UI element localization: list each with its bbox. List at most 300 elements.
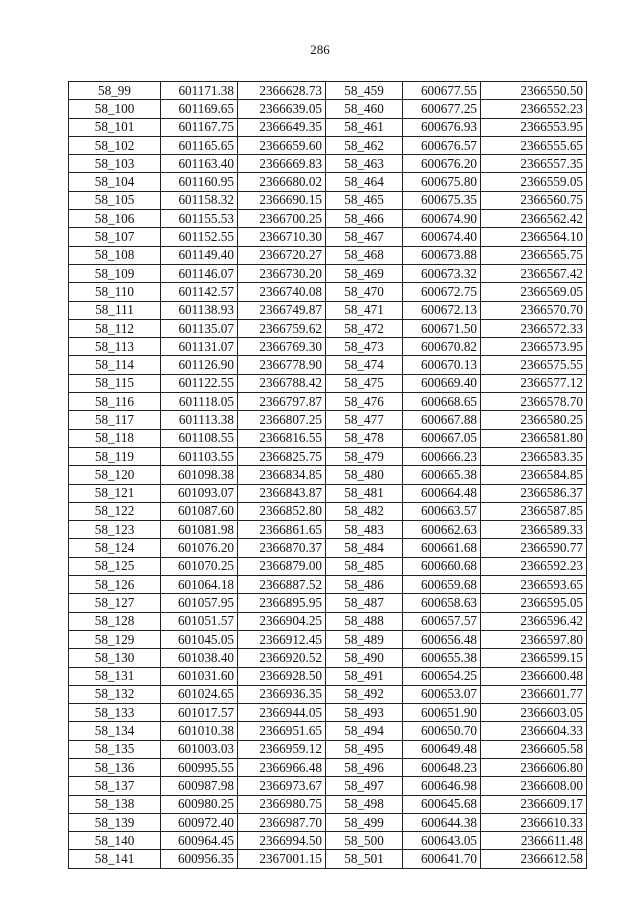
y-coord-left: 2366912.45	[238, 630, 326, 648]
point-id-left: 58_113	[69, 338, 161, 356]
point-id-right: 58_480	[326, 466, 403, 484]
y-coord-right: 2366569.05	[481, 283, 587, 301]
table-row	[69, 649, 587, 667]
y-coord-left: 2366740.08	[238, 283, 326, 301]
point-id-left: 58_130	[69, 649, 161, 667]
point-id-right: 58_484	[326, 539, 403, 557]
x-coord-left: 601142.57	[161, 283, 238, 301]
point-id-left: 58_125	[69, 557, 161, 575]
y-coord-left: 2366887.52	[238, 576, 326, 594]
y-coord-right: 2366577.12	[481, 374, 587, 392]
y-coord-right: 2366589.33	[481, 521, 587, 539]
point-id-right: 58_478	[326, 429, 403, 447]
x-coord-left: 601146.07	[161, 264, 238, 282]
y-coord-right: 2366596.42	[481, 612, 587, 630]
x-coord-right: 600665.38	[403, 466, 481, 484]
x-coord-right: 600670.82	[403, 338, 481, 356]
x-coord-left: 601017.57	[161, 704, 238, 722]
point-id-right: 58_472	[326, 319, 403, 337]
x-coord-left: 601038.40	[161, 649, 238, 667]
x-coord-left: 601171.38	[161, 82, 238, 100]
y-coord-left: 2366944.05	[238, 704, 326, 722]
y-coord-left: 2366628.73	[238, 82, 326, 100]
table-row	[69, 557, 587, 575]
y-coord-right: 2366601.77	[481, 685, 587, 703]
y-coord-left: 2366973.67	[238, 777, 326, 795]
x-coord-right: 600660.68	[403, 557, 481, 575]
x-coord-right: 600649.48	[403, 740, 481, 758]
point-id-left: 58_132	[69, 685, 161, 703]
point-id-right: 58_473	[326, 338, 403, 356]
y-coord-left: 2366669.83	[238, 155, 326, 173]
point-id-left: 58_140	[69, 832, 161, 850]
point-id-left: 58_114	[69, 356, 161, 374]
y-coord-right: 2366586.37	[481, 484, 587, 502]
table-row	[69, 813, 587, 831]
table-row	[69, 594, 587, 612]
y-coord-left: 2366649.35	[238, 118, 326, 136]
y-coord-right: 2366606.80	[481, 758, 587, 776]
point-id-right: 58_499	[326, 813, 403, 831]
x-coord-right: 600666.23	[403, 447, 481, 465]
table-row	[69, 338, 587, 356]
table-row	[69, 850, 587, 868]
point-id-right: 58_493	[326, 704, 403, 722]
y-coord-right: 2366567.42	[481, 264, 587, 282]
x-coord-left: 601126.90	[161, 356, 238, 374]
point-id-right: 58_466	[326, 210, 403, 228]
y-coord-left: 2366730.20	[238, 264, 326, 282]
y-coord-right: 2366564.10	[481, 228, 587, 246]
x-coord-left: 601051.57	[161, 612, 238, 630]
point-id-right: 58_501	[326, 850, 403, 868]
x-coord-right: 600671.50	[403, 319, 481, 337]
y-coord-left: 2366920.52	[238, 649, 326, 667]
point-id-left: 58_104	[69, 173, 161, 191]
table-row	[69, 191, 587, 209]
table-row	[69, 502, 587, 520]
point-id-left: 58_107	[69, 228, 161, 246]
y-coord-left: 2366797.87	[238, 393, 326, 411]
x-coord-left: 600964.45	[161, 832, 238, 850]
x-coord-right: 600676.93	[403, 118, 481, 136]
point-id-right: 58_488	[326, 612, 403, 630]
point-id-right: 58_464	[326, 173, 403, 191]
point-id-left: 58_117	[69, 411, 161, 429]
point-id-left: 58_133	[69, 704, 161, 722]
point-id-left: 58_115	[69, 374, 161, 392]
coordinates-table-body	[69, 82, 587, 869]
x-coord-right: 600655.38	[403, 649, 481, 667]
x-coord-left: 601165.65	[161, 136, 238, 154]
x-coord-left: 601108.55	[161, 429, 238, 447]
x-coord-right: 600677.55	[403, 82, 481, 100]
y-coord-left: 2366994.50	[238, 832, 326, 850]
table-row	[69, 429, 587, 447]
x-coord-left: 601163.40	[161, 155, 238, 173]
table-row	[69, 246, 587, 264]
point-id-left: 58_134	[69, 722, 161, 740]
point-id-left: 58_126	[69, 576, 161, 594]
point-id-right: 58_498	[326, 795, 403, 813]
table-row	[69, 704, 587, 722]
x-coord-right: 600676.20	[403, 155, 481, 173]
x-coord-left: 601158.32	[161, 191, 238, 209]
point-id-right: 58_489	[326, 630, 403, 648]
y-coord-left: 2366928.50	[238, 667, 326, 685]
table-row	[69, 576, 587, 594]
point-id-right: 58_474	[326, 356, 403, 374]
point-id-right: 58_487	[326, 594, 403, 612]
x-coord-right: 600668.65	[403, 393, 481, 411]
x-coord-right: 600677.25	[403, 100, 481, 118]
y-coord-left: 2366720.27	[238, 246, 326, 264]
x-coord-left: 601169.65	[161, 100, 238, 118]
x-coord-right: 600650.70	[403, 722, 481, 740]
point-id-left: 58_139	[69, 813, 161, 831]
point-id-left: 58_141	[69, 850, 161, 868]
point-id-right: 58_490	[326, 649, 403, 667]
point-id-right: 58_495	[326, 740, 403, 758]
point-id-left: 58_138	[69, 795, 161, 813]
point-id-right: 58_459	[326, 82, 403, 100]
y-coord-right: 2366597.80	[481, 630, 587, 648]
point-id-right: 58_469	[326, 264, 403, 282]
y-coord-left: 2366816.55	[238, 429, 326, 447]
point-id-left: 58_103	[69, 155, 161, 173]
point-id-left: 58_123	[69, 521, 161, 539]
point-id-right: 58_494	[326, 722, 403, 740]
x-coord-left: 601118.05	[161, 393, 238, 411]
y-coord-right: 2366605.58	[481, 740, 587, 758]
point-id-right: 58_476	[326, 393, 403, 411]
y-coord-right: 2366557.35	[481, 155, 587, 173]
x-coord-left: 601010.38	[161, 722, 238, 740]
y-coord-left: 2366951.65	[238, 722, 326, 740]
x-coord-right: 600663.57	[403, 502, 481, 520]
point-id-right: 58_467	[326, 228, 403, 246]
x-coord-left: 601057.95	[161, 594, 238, 612]
y-coord-left: 2366680.02	[238, 173, 326, 191]
y-coord-right: 2366562.42	[481, 210, 587, 228]
x-coord-left: 601160.95	[161, 173, 238, 191]
y-coord-left: 2366749.87	[238, 301, 326, 319]
point-id-left: 58_122	[69, 502, 161, 520]
point-id-left: 58_108	[69, 246, 161, 264]
table-row	[69, 484, 587, 502]
y-coord-left: 2366843.87	[238, 484, 326, 502]
x-coord-right: 600651.90	[403, 704, 481, 722]
x-coord-left: 601152.55	[161, 228, 238, 246]
x-coord-left: 601167.75	[161, 118, 238, 136]
x-coord-right: 600644.38	[403, 813, 481, 831]
x-coord-right: 600661.68	[403, 539, 481, 557]
y-coord-left: 2366879.00	[238, 557, 326, 575]
y-coord-right: 2366552.23	[481, 100, 587, 118]
point-id-left: 58_105	[69, 191, 161, 209]
x-coord-left: 601024.65	[161, 685, 238, 703]
table-row	[69, 777, 587, 795]
point-id-left: 58_111	[69, 301, 161, 319]
table-row	[69, 539, 587, 557]
table-row	[69, 447, 587, 465]
x-coord-right: 600675.35	[403, 191, 481, 209]
y-coord-left: 2366980.75	[238, 795, 326, 813]
point-id-left: 58_109	[69, 264, 161, 282]
x-coord-right: 600672.13	[403, 301, 481, 319]
table-row	[69, 612, 587, 630]
x-coord-left: 601098.38	[161, 466, 238, 484]
y-coord-left: 2366861.65	[238, 521, 326, 539]
x-coord-right: 600656.48	[403, 630, 481, 648]
table-row	[69, 411, 587, 429]
x-coord-left: 601138.93	[161, 301, 238, 319]
y-coord-right: 2366555.65	[481, 136, 587, 154]
point-id-left: 58_136	[69, 758, 161, 776]
point-id-left: 58_101	[69, 118, 161, 136]
y-coord-right: 2366610.33	[481, 813, 587, 831]
y-coord-left: 2366759.62	[238, 319, 326, 337]
table-row	[69, 173, 587, 191]
point-id-left: 58_137	[69, 777, 161, 795]
x-coord-left: 600956.35	[161, 850, 238, 868]
table-row	[69, 374, 587, 392]
y-coord-right: 2366581.80	[481, 429, 587, 447]
y-coord-left: 2366690.15	[238, 191, 326, 209]
point-id-right: 58_463	[326, 155, 403, 173]
y-coord-right: 2366584.85	[481, 466, 587, 484]
x-coord-right: 600672.75	[403, 283, 481, 301]
point-id-right: 58_497	[326, 777, 403, 795]
y-coord-right: 2366550.50	[481, 82, 587, 100]
table-row	[69, 319, 587, 337]
point-id-left: 58_128	[69, 612, 161, 630]
table-row	[69, 264, 587, 282]
x-coord-right: 600676.57	[403, 136, 481, 154]
x-coord-right: 600643.05	[403, 832, 481, 850]
x-coord-left: 601031.60	[161, 667, 238, 685]
x-coord-right: 600662.63	[403, 521, 481, 539]
y-coord-left: 2366936.35	[238, 685, 326, 703]
point-id-left: 58_99	[69, 82, 161, 100]
x-coord-right: 600641.70	[403, 850, 481, 868]
y-coord-right: 2366583.35	[481, 447, 587, 465]
y-coord-right: 2366595.05	[481, 594, 587, 612]
y-coord-left: 2366966.48	[238, 758, 326, 776]
point-id-right: 58_462	[326, 136, 403, 154]
x-coord-right: 600645.68	[403, 795, 481, 813]
y-coord-right: 2366578.70	[481, 393, 587, 411]
x-coord-left: 600972.40	[161, 813, 238, 831]
y-coord-right: 2366612.58	[481, 850, 587, 868]
x-coord-right: 600670.13	[403, 356, 481, 374]
table-row	[69, 210, 587, 228]
table-row	[69, 466, 587, 484]
table-row	[69, 155, 587, 173]
x-coord-left: 601149.40	[161, 246, 238, 264]
point-id-right: 58_471	[326, 301, 403, 319]
y-coord-left: 2366987.70	[238, 813, 326, 831]
table-row	[69, 136, 587, 154]
x-coord-right: 600675.80	[403, 173, 481, 191]
table-row	[69, 722, 587, 740]
table-row	[69, 667, 587, 685]
page-number: 286	[310, 42, 330, 57]
x-coord-left: 601113.38	[161, 411, 238, 429]
y-coord-left: 2366710.30	[238, 228, 326, 246]
y-coord-right: 2366603.05	[481, 704, 587, 722]
table-row	[69, 630, 587, 648]
y-coord-right: 2366609.17	[481, 795, 587, 813]
y-coord-left: 2366870.37	[238, 539, 326, 557]
point-id-left: 58_116	[69, 393, 161, 411]
table-row	[69, 356, 587, 374]
point-id-right: 58_460	[326, 100, 403, 118]
x-coord-right: 600646.98	[403, 777, 481, 795]
x-coord-left: 600995.55	[161, 758, 238, 776]
table-row	[69, 82, 587, 100]
x-coord-right: 600657.57	[403, 612, 481, 630]
y-coord-right: 2366565.75	[481, 246, 587, 264]
point-id-left: 58_106	[69, 210, 161, 228]
point-id-left: 58_131	[69, 667, 161, 685]
x-coord-left: 601076.20	[161, 539, 238, 557]
y-coord-left: 2366904.25	[238, 612, 326, 630]
y-coord-left: 2367001.15	[238, 850, 326, 868]
x-coord-left: 601093.07	[161, 484, 238, 502]
point-id-left: 58_118	[69, 429, 161, 447]
y-coord-right: 2366592.23	[481, 557, 587, 575]
coordinates-table	[68, 81, 587, 869]
point-id-right: 58_481	[326, 484, 403, 502]
x-coord-left: 601003.03	[161, 740, 238, 758]
point-id-left: 58_100	[69, 100, 161, 118]
x-coord-right: 600673.88	[403, 246, 481, 264]
y-coord-right: 2366573.95	[481, 338, 587, 356]
x-coord-left: 601064.18	[161, 576, 238, 594]
y-coord-left: 2366769.30	[238, 338, 326, 356]
x-coord-left: 601131.07	[161, 338, 238, 356]
point-id-left: 58_110	[69, 283, 161, 301]
table-row	[69, 758, 587, 776]
y-coord-right: 2366560.75	[481, 191, 587, 209]
table-row	[69, 301, 587, 319]
y-coord-left: 2366895.95	[238, 594, 326, 612]
y-coord-left: 2366807.25	[238, 411, 326, 429]
x-coord-left: 601070.25	[161, 557, 238, 575]
x-coord-left: 601135.07	[161, 319, 238, 337]
x-coord-right: 600648.23	[403, 758, 481, 776]
point-id-right: 58_500	[326, 832, 403, 850]
y-coord-left: 2366852.80	[238, 502, 326, 520]
y-coord-right: 2366608.00	[481, 777, 587, 795]
point-id-right: 58_470	[326, 283, 403, 301]
point-id-right: 58_479	[326, 447, 403, 465]
x-coord-right: 600667.88	[403, 411, 481, 429]
y-coord-right: 2366575.55	[481, 356, 587, 374]
x-coord-left: 601103.55	[161, 447, 238, 465]
y-coord-right: 2366572.33	[481, 319, 587, 337]
table-row	[69, 393, 587, 411]
table-row	[69, 685, 587, 703]
point-id-right: 58_475	[326, 374, 403, 392]
y-coord-right: 2366580.25	[481, 411, 587, 429]
y-coord-right: 2366593.65	[481, 576, 587, 594]
y-coord-right: 2366604.33	[481, 722, 587, 740]
point-id-left: 58_135	[69, 740, 161, 758]
point-id-right: 58_483	[326, 521, 403, 539]
x-coord-right: 600674.40	[403, 228, 481, 246]
y-coord-left: 2366788.42	[238, 374, 326, 392]
point-id-left: 58_102	[69, 136, 161, 154]
x-coord-left: 600987.98	[161, 777, 238, 795]
point-id-left: 58_119	[69, 447, 161, 465]
point-id-left: 58_124	[69, 539, 161, 557]
point-id-right: 58_461	[326, 118, 403, 136]
y-coord-left: 2366834.85	[238, 466, 326, 484]
y-coord-left: 2366639.05	[238, 100, 326, 118]
table-row	[69, 521, 587, 539]
y-coord-left: 2366959.12	[238, 740, 326, 758]
table-row	[69, 100, 587, 118]
y-coord-right: 2366600.48	[481, 667, 587, 685]
x-coord-left: 601122.55	[161, 374, 238, 392]
x-coord-right: 600664.48	[403, 484, 481, 502]
point-id-right: 58_465	[326, 191, 403, 209]
point-id-left: 58_120	[69, 466, 161, 484]
x-coord-left: 601045.05	[161, 630, 238, 648]
point-id-left: 58_129	[69, 630, 161, 648]
x-coord-right: 600673.32	[403, 264, 481, 282]
x-coord-right: 600674.90	[403, 210, 481, 228]
point-id-right: 58_482	[326, 502, 403, 520]
point-id-right: 58_468	[326, 246, 403, 264]
x-coord-right: 600658.63	[403, 594, 481, 612]
y-coord-left: 2366700.25	[238, 210, 326, 228]
x-coord-right: 600667.05	[403, 429, 481, 447]
table-row	[69, 118, 587, 136]
y-coord-right: 2366590.77	[481, 539, 587, 557]
y-coord-left: 2366659.60	[238, 136, 326, 154]
point-id-right: 58_491	[326, 667, 403, 685]
table-row	[69, 832, 587, 850]
y-coord-right: 2366553.95	[481, 118, 587, 136]
x-coord-right: 600653.07	[403, 685, 481, 703]
point-id-left: 58_112	[69, 319, 161, 337]
y-coord-right: 2366599.15	[481, 649, 587, 667]
x-coord-left: 601087.60	[161, 502, 238, 520]
y-coord-right: 2366570.70	[481, 301, 587, 319]
x-coord-right: 600669.40	[403, 374, 481, 392]
x-coord-right: 600654.25	[403, 667, 481, 685]
point-id-right: 58_492	[326, 685, 403, 703]
point-id-right: 58_485	[326, 557, 403, 575]
x-coord-left: 601081.98	[161, 521, 238, 539]
table-row	[69, 795, 587, 813]
x-coord-left: 600980.25	[161, 795, 238, 813]
point-id-right: 58_477	[326, 411, 403, 429]
point-id-left: 58_127	[69, 594, 161, 612]
table-row	[69, 228, 587, 246]
x-coord-left: 601155.53	[161, 210, 238, 228]
y-coord-right: 2366559.05	[481, 173, 587, 191]
y-coord-right: 2366587.85	[481, 502, 587, 520]
y-coord-right: 2366611.48	[481, 832, 587, 850]
x-coord-right: 600659.68	[403, 576, 481, 594]
y-coord-left: 2366778.90	[238, 356, 326, 374]
table-row	[69, 740, 587, 758]
table-row	[69, 283, 587, 301]
